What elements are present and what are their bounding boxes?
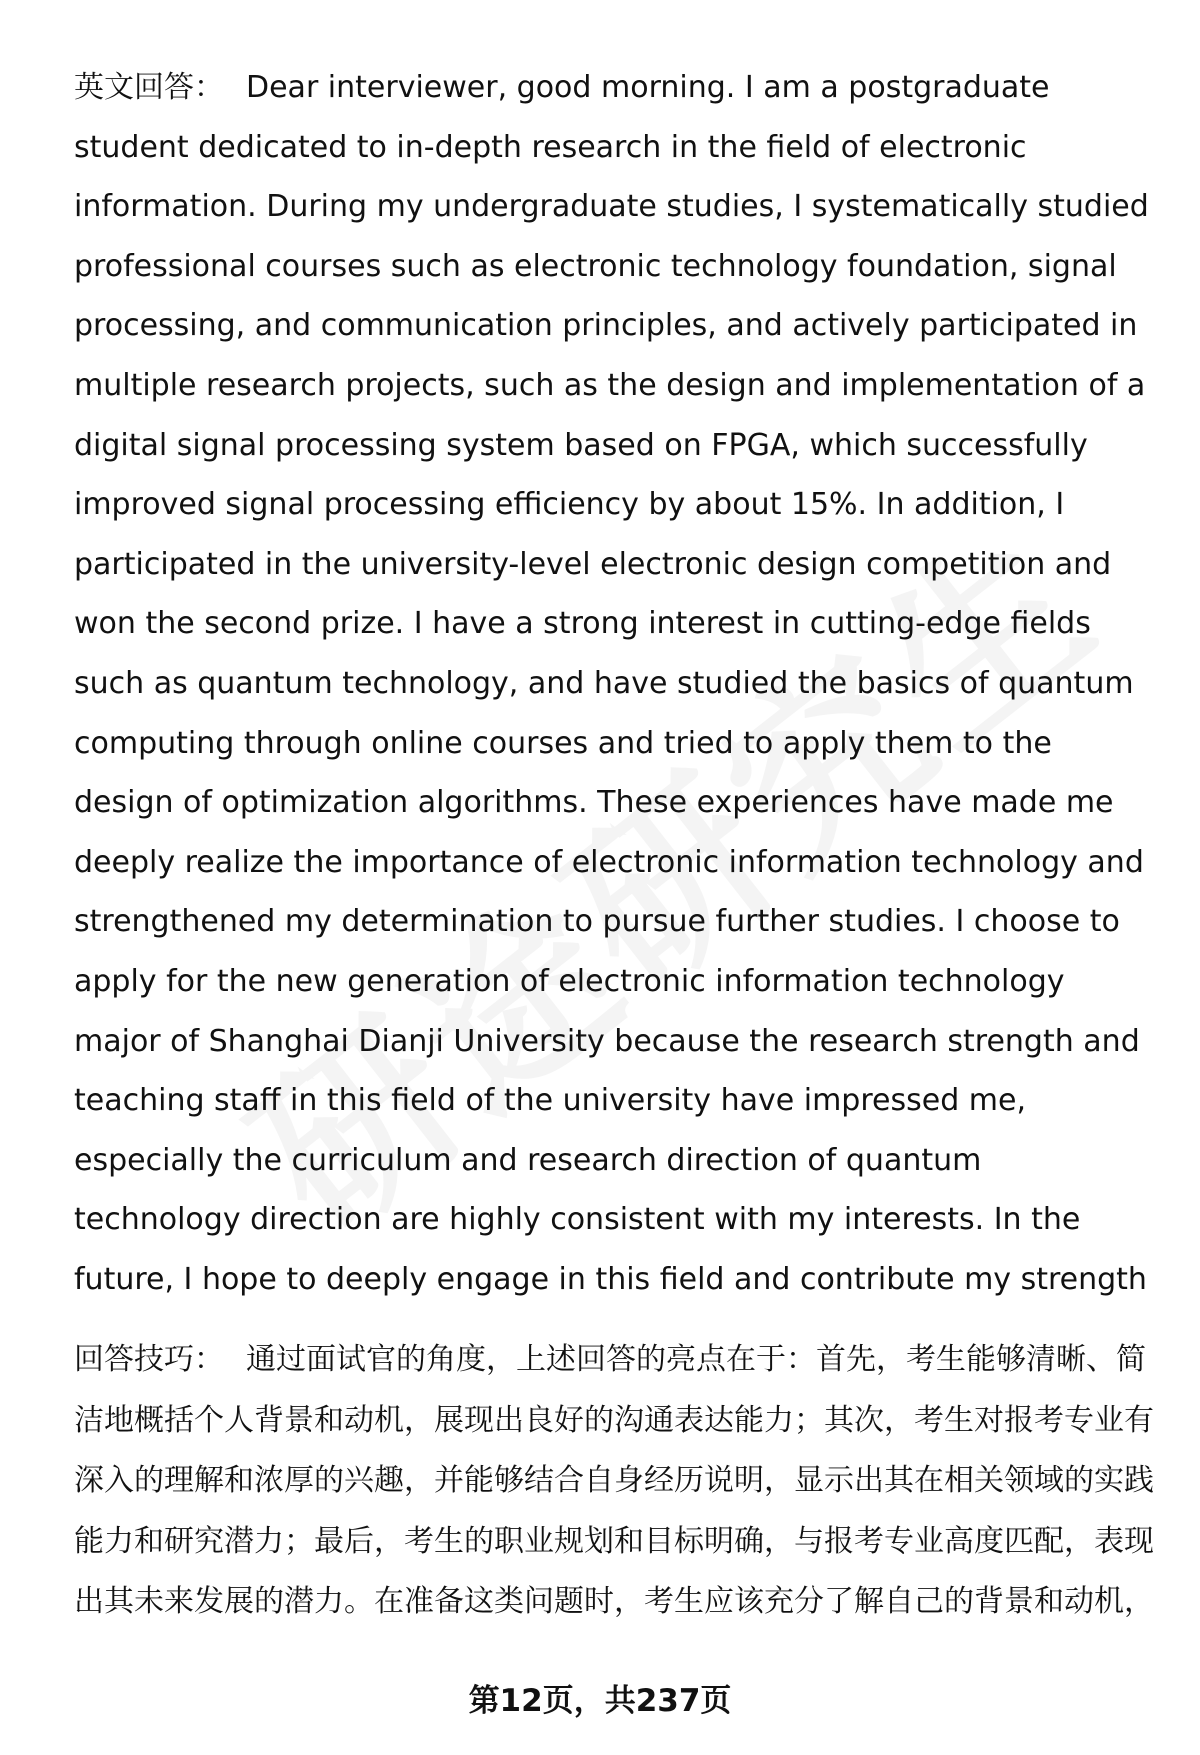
- answer-tips-label: 回答技巧：: [74, 1342, 224, 1377]
- page-indicator: 第12页，共237页: [468, 1683, 732, 1719]
- english-answer-paragraph: [74, 58, 1154, 1308]
- english-answer-text: Dear interviewer, good morning. I am a postgraduate student dedicated to in-depth research in the field of electronic information. During my undergraduate studies, I systematically studied professional courses such as electronic technology foundation, signal processing, and communication principles, and actively participated in multiple research projects, such as the design and implementation of a digital signal processing system based on FPGA, which successfully improved signal processing efficiency by about 15%. In addition, I participated in the university-level electronic design competition and won the second prize. I have a strong interest in cutting-edge fields such as quantum technology, and have studied the basics of quantum computing through online courses and tried to apply them to the design of optimization algorithms. These experiences have made me deeply realize the importance of electronic information technology and strengthened my determination to pursue further studies. I choose to apply for the new generation of electronic information technology major of Shanghai Dianji University because the research strength and teaching staff in this field of the university have impressed me, especially the curriculum and research direction of quantum technology direction are highly consistent with my interests. In the future, I hope to deeply engage in this field and contribute my strength: [74, 70, 1149, 1297]
- answer-tips-text: 通过面试官的角度，上述回答的亮点在于：首先，考生能够清晰、简洁地概括个人背景和动机，展现出良好的沟通表达能力；其次，考生对报考专业有深入的理解和浓厚的兴趣，并能够结合自身经历说明，显示出其在相关领域的实践能力和研究潜力；最后，考生的职业规划和目标明确，与报考专业高度匹配，表现出其未来发展的潜力。在准备这类问题时，考生应该充分了解自己的背景和动机，: [74, 1342, 1154, 1619]
- english-answer-label: 英文回答：: [74, 70, 224, 105]
- page-content: [74, 58, 1154, 1638]
- answer-tips-paragraph: [74, 1330, 1154, 1638]
